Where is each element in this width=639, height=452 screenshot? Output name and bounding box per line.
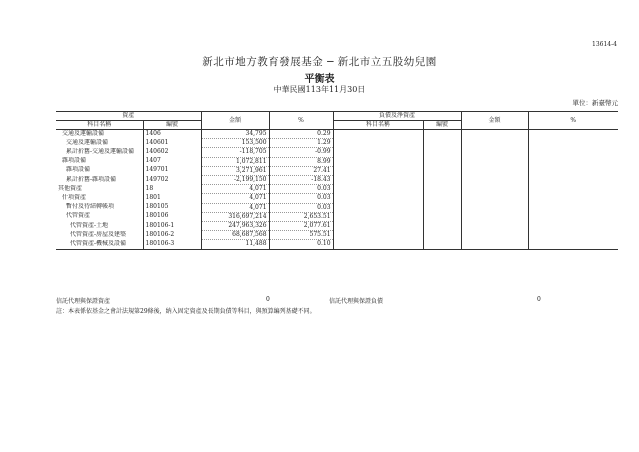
table-row bbox=[56, 222, 618, 231]
balance-sheet-table bbox=[56, 111, 618, 250]
header-percent-right: % bbox=[528, 112, 618, 130]
table-row bbox=[56, 166, 618, 175]
row-code: 140602 bbox=[143, 148, 201, 157]
row-percent: 8.99 bbox=[269, 157, 333, 166]
row-name: 其他資產 bbox=[58, 184, 83, 192]
row-amount: -118,705 bbox=[201, 148, 269, 157]
row-amount: 4,071 bbox=[201, 185, 269, 194]
row-name: 暫付及待結轉帳項 bbox=[66, 203, 115, 211]
row-percent: 2,077.61 bbox=[269, 222, 333, 231]
trust-assets-value: 0 bbox=[266, 296, 270, 303]
table-row bbox=[56, 176, 618, 185]
header-code-right: 編號 bbox=[423, 121, 461, 130]
row-percent: 0.29 bbox=[269, 130, 333, 139]
row-percent: 0.03 bbox=[269, 203, 333, 212]
footnote: 註：本表係依基金之會計法規第29條後，納入固定資產及長期負債等科目，與預算編列基礎不同。 bbox=[56, 308, 316, 315]
row-code: 1801 bbox=[143, 194, 201, 203]
header-amount: 金額 bbox=[201, 112, 269, 130]
currency-unit: 單位：新臺幣元 bbox=[572, 99, 618, 107]
trust-liabilities-value: 0 bbox=[537, 296, 541, 303]
row-name: 代管資產-房屋及建築 bbox=[70, 230, 127, 238]
table-bottom-border bbox=[56, 249, 618, 250]
trust-liabilities-label: 信託代理與保證負債 bbox=[329, 298, 384, 305]
row-percent: 0.10 bbox=[269, 240, 333, 249]
row-code: 180106-3 bbox=[143, 240, 201, 249]
page-title: 新北市地方教育發展基金 ─ 新北市立五股幼兒園 bbox=[202, 56, 437, 68]
header-item-name: 科目名稱 bbox=[56, 121, 143, 130]
row-name: 交通及運輸設備 bbox=[62, 130, 105, 137]
row-percent: -18.43 bbox=[269, 176, 333, 185]
header-row-1 bbox=[56, 112, 618, 121]
row-name: 雜項設備 bbox=[62, 157, 87, 165]
row-code: 18 bbox=[143, 185, 201, 194]
table-row bbox=[56, 185, 618, 194]
row-name: 什項資產 bbox=[62, 193, 87, 201]
row-name: 交通及運輸設備 bbox=[66, 138, 109, 146]
row-code: 180106-2 bbox=[143, 231, 201, 240]
table-row bbox=[56, 203, 618, 212]
table-row bbox=[56, 130, 618, 139]
header-item-name-right: 科目名稱 bbox=[333, 121, 423, 130]
row-percent: 575.51 bbox=[269, 231, 333, 240]
row-name: 代管資產-機械及設備 bbox=[70, 239, 127, 247]
row-amount: 1,072,811 bbox=[201, 157, 269, 166]
trust-assets-label: 信託代理與保證資產 bbox=[56, 298, 111, 305]
row-code: 149701 bbox=[143, 166, 201, 175]
header-amount-right: 金額 bbox=[461, 112, 528, 130]
table-row bbox=[56, 231, 618, 240]
table-row bbox=[56, 139, 618, 148]
row-amount: 11,488 bbox=[201, 240, 269, 249]
table-row bbox=[56, 194, 618, 203]
report-date: 中華民國113年11月30日 bbox=[273, 85, 366, 94]
row-amount: 34,795 bbox=[201, 130, 269, 139]
row-percent: 1.29 bbox=[269, 139, 333, 148]
table-row bbox=[56, 157, 618, 166]
row-percent: 27.41 bbox=[269, 166, 333, 175]
row-amount: 4,071 bbox=[201, 194, 269, 203]
header-assets: 資產 bbox=[56, 112, 201, 121]
row-name: 雜項設備 bbox=[66, 166, 91, 174]
row-percent: 2,653.51 bbox=[269, 212, 333, 221]
table-row bbox=[56, 212, 618, 221]
row-amount: 68,687,568 bbox=[201, 231, 269, 240]
row-name: 代管資產-土地 bbox=[70, 221, 109, 229]
row-amount: -2,199,150 bbox=[201, 176, 269, 185]
row-code: 1407 bbox=[143, 157, 201, 166]
row-code: 180106-1 bbox=[143, 222, 201, 231]
row-name: 代管資產 bbox=[66, 212, 91, 220]
row-percent: 0.03 bbox=[269, 185, 333, 194]
row-amount: 316,697,214 bbox=[201, 212, 269, 221]
row-amount: 3,271,961 bbox=[201, 166, 269, 175]
row-percent: -0.99 bbox=[269, 148, 333, 157]
row-amount: 153,500 bbox=[201, 139, 269, 148]
table-row bbox=[56, 240, 618, 249]
header-liabilities-equity: 負債及淨資產 bbox=[333, 112, 461, 121]
row-amount: 247,963,326 bbox=[201, 222, 269, 231]
table-row bbox=[56, 148, 618, 157]
row-code: 149702 bbox=[143, 176, 201, 185]
row-code: 140601 bbox=[143, 139, 201, 148]
document-code: 13614-4 bbox=[592, 41, 617, 48]
report-subtitle: 平衡表 bbox=[304, 74, 335, 85]
header-code: 編號 bbox=[143, 121, 201, 130]
row-code: 180106 bbox=[143, 212, 201, 221]
row-amount: 4,071 bbox=[201, 203, 269, 212]
header-percent: % bbox=[269, 112, 333, 130]
row-percent: 0.03 bbox=[269, 194, 333, 203]
row-name: 累計折舊-交通及運輸設備 bbox=[66, 147, 135, 155]
row-code: 1406 bbox=[143, 130, 201, 139]
row-code: 180105 bbox=[143, 203, 201, 212]
row-name: 累計折舊-雜項設備 bbox=[66, 175, 117, 183]
